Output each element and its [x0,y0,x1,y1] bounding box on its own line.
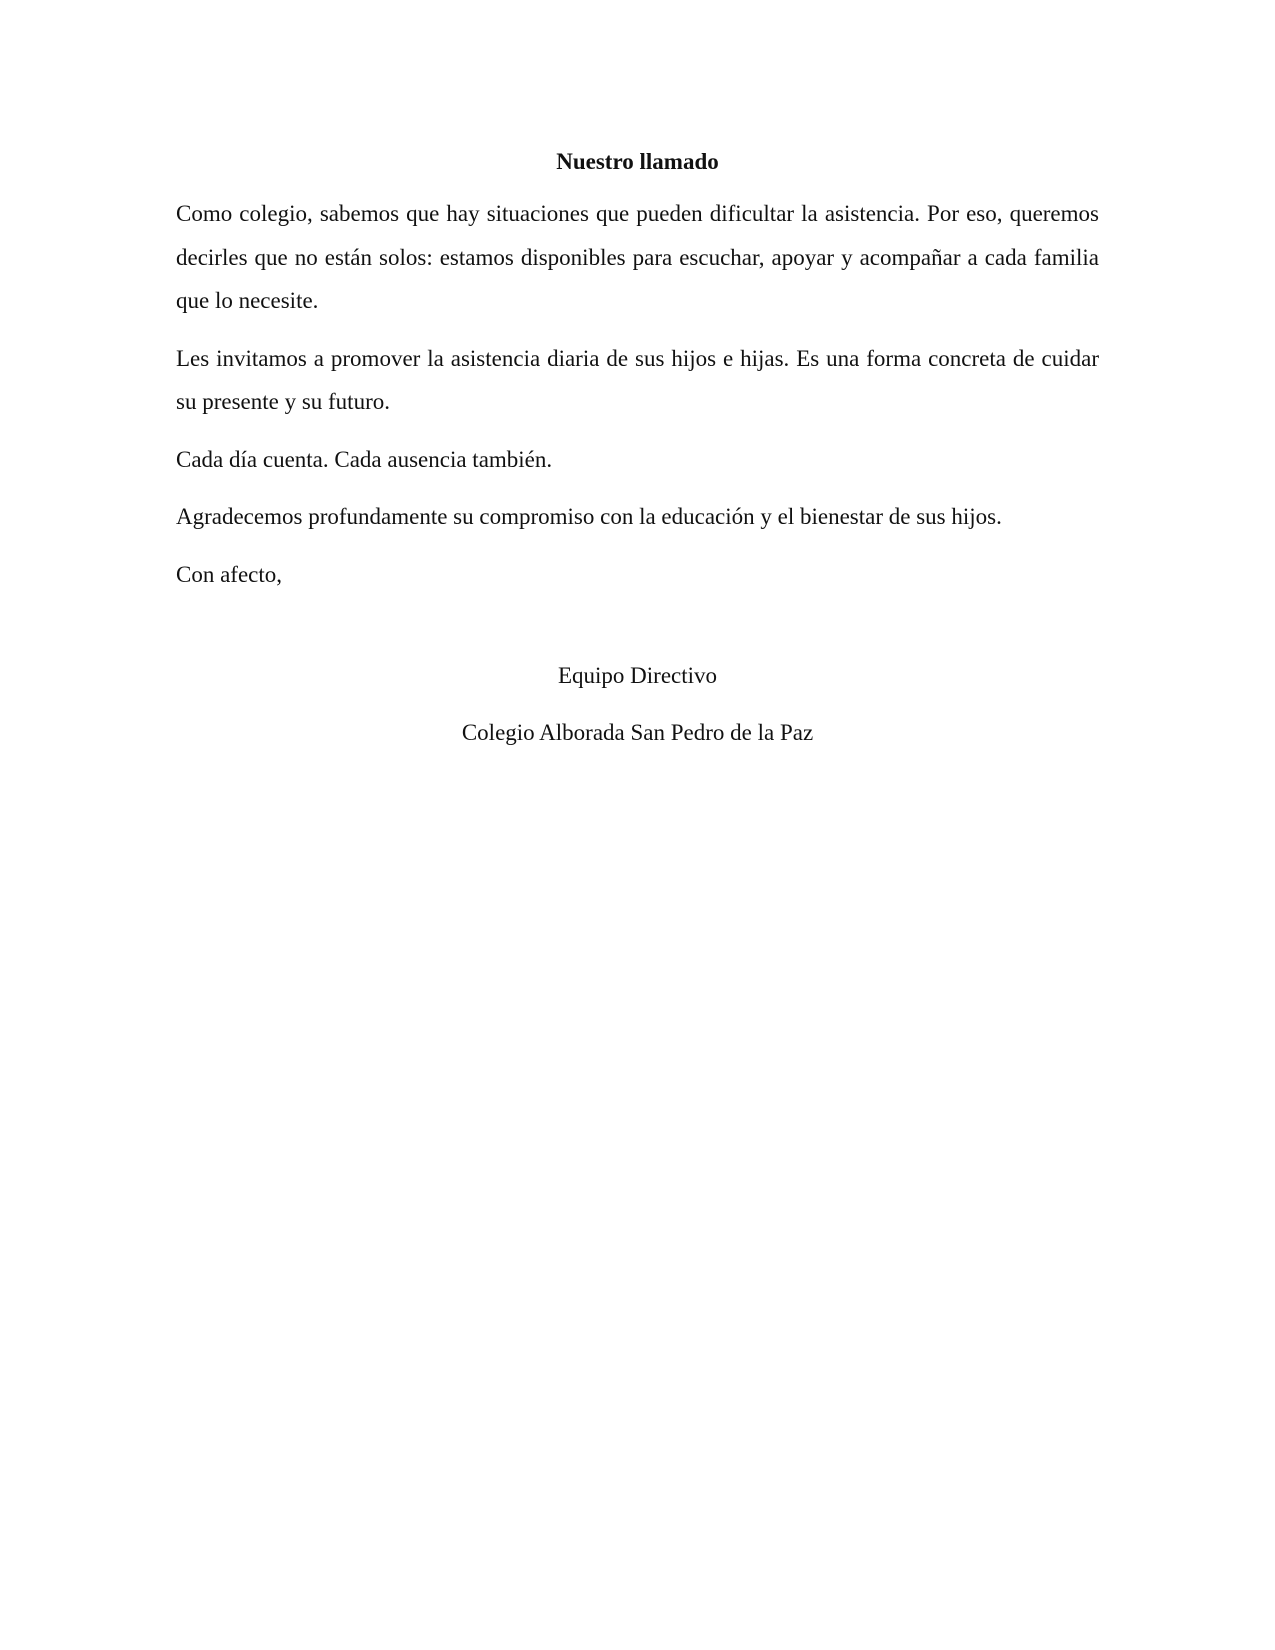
section-heading: Nuestro llamado [556,149,719,174]
signature-school: Colegio Alborada San Pedro de la Paz [461,720,814,745]
closing-line: Con afecto, [176,561,283,587]
paragraph-motto: Cada día cuenta. Cada ausencia también. [176,446,553,472]
letter-body [176,138,1099,596]
paragraph-support: Como colegio, sabemos que hay situaciones que pueden dificultar la asistencia. Por eso, queremos decirles que no están solos: estamos disponibles para escuchar, apoyar y acompañar a cada familia que lo necesite. [176,201,1099,313]
paragraph-invitation: Les invitamos a promover la asistencia diaria de sus hijos e hijas. Es una forma concreta de cuidar su presente y su futuro. [176,345,1099,414]
paragraph-thanks: Agradecemos profundamente su compromiso con la educación y el bienestar de sus hijos. [176,504,1002,529]
signature-team: Equipo Directivo [557,663,718,688]
